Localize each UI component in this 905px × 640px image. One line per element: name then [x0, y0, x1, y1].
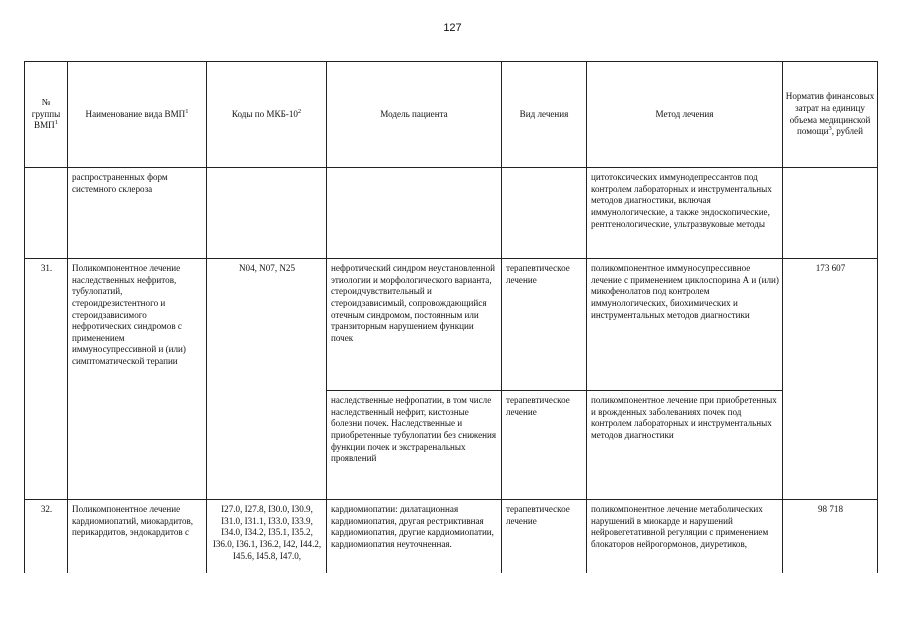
row-patient-model: нефротический синдром неустановленной этиологии и морфологического варианта, стероидчувствительный и стероидзависимый, сопровождающийся отечным синдромом, постоянным или транзиторным нарушением функции почек — [327, 259, 502, 391]
row-number: 31. — [25, 259, 68, 500]
row-name: Поликомпонентное лечение кардиомиопатий, миокардитов, перикардитов, эндокардитов с — [68, 500, 207, 574]
row-patient-model — [327, 168, 502, 259]
row-treatment-type — [502, 168, 587, 259]
row-name: Поликомпонентное лечение наследственных нефритов, тубулопатий, стероидрезистентного и стероидзависимого нефротических синдромов с применением иммуносупрессивной и (или) симптоматической терапии — [68, 259, 207, 500]
row-method: поликомпонентное иммуносупрессивное лечение с применением циклоспорина А и (или) микофенолатов под контролем иммунологических, биохимических и инструментальных методов диагностики — [587, 259, 783, 391]
row-name: распространенных форм системного склероза — [68, 168, 207, 259]
row-codes — [207, 168, 327, 259]
table-row — [25, 168, 878, 259]
row-norm: 173 607 — [783, 259, 878, 500]
vmp-table — [24, 61, 878, 573]
row-number: 32. — [25, 500, 68, 574]
row-method: поликомпонентное лечение при приобретенных и врожденных заболеваниях почек под контролем лабораторных и инструментальных методов диагностики — [587, 391, 783, 500]
table-row — [25, 500, 878, 574]
page-number: 127 — [443, 22, 462, 34]
header-patient-model: Модель пациента — [327, 62, 502, 168]
row-norm: 98 718 — [783, 500, 878, 574]
row-patient-model: кардиомиопатии: дилатационная кардиомиопатия, другая рестриктивная кардиомиопатия, другие кардиомиопатии, кардиомиопатия неуточненная. — [327, 500, 502, 574]
table-header-row — [25, 62, 878, 168]
header-group-no: № группы ВМП$^1$ — [25, 62, 68, 168]
row-method: цитотоксических иммунодепрессантов под контролем лабораторных и инструментальных методов диагностики, включая иммунологические, а также эндоскопические, рентгенологические, ультразвуковые методы — [587, 168, 783, 259]
row-number — [25, 168, 68, 259]
row-norm — [783, 168, 878, 259]
row-patient-model: наследственные нефропатии, в том числе наследственный нефрит, кистозные болезни почек. Наследственные и приобретенные тубулопатии без снижения функции почек и экстраренальных проявлений — [327, 391, 502, 500]
row-treatment-type: терапевтическое лечение — [502, 500, 587, 574]
row-codes: N04, N07, N25 — [207, 259, 327, 500]
row-treatment-type: терапевтическое лечение — [502, 391, 587, 500]
row-method: поликомпонентное лечение метаболических нарушений в миокарде и нарушений нейровегетативной регуляции с применением блокаторов нейрогормонов, диуретиков, — [587, 500, 783, 574]
header-norm: Норматив финансовых затрат на единицу объема медицинской помощи$^3$, рублей — [783, 62, 878, 168]
header-codes: Коды по МКБ-$10^2$ — [207, 62, 327, 168]
row-treatment-type: терапевтическое лечение — [502, 259, 587, 391]
header-method: Метод лечения — [587, 62, 783, 168]
table-row — [25, 259, 878, 391]
header-name: Наименование вида ВМП$^1$ — [68, 62, 207, 168]
row-codes: I27.0, I27.8, I30.0, I30.9, I31.0, I31.1, I33.0, I33.9, I34.0, I34.2, I35.1, I35.2, I36.0, I36.1, I36.2, I42, I44.2, I45.6, I45.8, I47.0, — [207, 500, 327, 574]
header-treatment-type: Вид лечения — [502, 62, 587, 168]
